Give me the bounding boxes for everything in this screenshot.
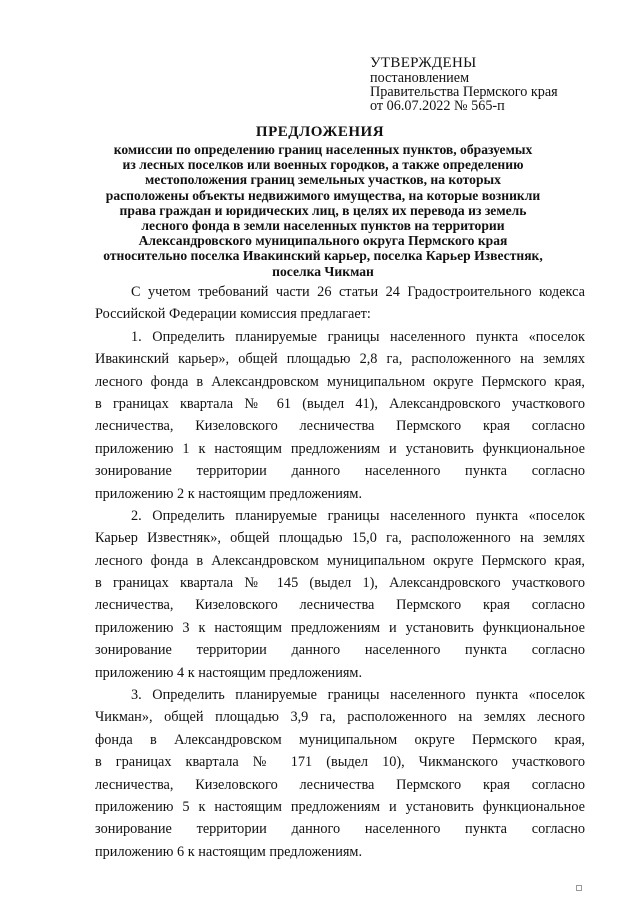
subtitle-line: права граждан и юридических лиц, в целях их перевода из земель [119,202,527,218]
body-line: приложению 4 к настоящим предложениям. [95,664,363,681]
body-line: приложению 5 к настоящим предложениям и установить функциональное [95,798,585,815]
body-line: фонда в Александровском муниципальном округе Пермского края, [95,731,585,748]
body-line: лесничества, Кизеловского лесничества Пермского края согласно [95,597,585,614]
subtitle-line: местоположения границ земельных участков, на которых [145,172,501,188]
document-subtitle [80,142,566,279]
approval-line-3: от 06.07.2022 № 565-п [370,98,505,114]
approval-line-2: Правительства Пермского края [370,84,558,100]
body-line: приложению 3 к настоящим предложениям и установить функциональное [95,619,585,636]
body-line: приложению 2 к настоящим предложениям. [95,485,363,502]
approval-title: УТВЕРЖДЕНЫ [370,55,477,71]
scan-mark [576,885,582,891]
body-line: 3. Определить планируемые границы населенного пункта «поселок [131,687,585,704]
body-line: лесного фонда в Александровском муниципальном округе Пермского края, [95,552,585,569]
body-line: лесничества, Кизеловского лесничества Пермского края согласно [95,418,585,435]
body-line: в границах квартала № 145 (выдел 1), Александровского участкового [95,575,585,592]
body-line: лесного фонда в Александровском муниципальном округе Пермского края, [95,373,585,390]
body-line: Чикман», общей площадью 3,9 га, расположенного на землях лесного [95,709,585,726]
subtitle-line: из лесных поселков или военных городков, а также определению [122,157,524,173]
body-line: лесничества, Кизеловского лесничества Пермского края согласно [95,776,585,793]
subtitle-line: комиссии по определению границ населенных пунктов, образуемых [113,142,533,157]
body-line: Российской Федерации комиссия предлагает: [95,306,371,323]
subtitle-line: поселка Чикман [272,263,374,279]
subtitle-line: лесного фонда в земли населенных пунктов на территории [141,218,505,234]
body-line: зонирование территории данного населенного пункта согласно [95,463,585,480]
approval-block [370,55,558,113]
document-title: ПРЕДЛОЖЕНИЯ [255,124,385,140]
body-line: Карьер Известняк», общей площадью 15,0 га, расположенного на землях [95,530,585,547]
body-line: в границах квартала № 61 (выдел 41), Александровского участкового [95,395,585,412]
body-line: приложению 6 к настоящим предложениям. [95,843,363,860]
body-line: зонирование территории данного населенного пункта согласно [95,642,585,659]
body-line: приложению 1 к настоящим предложениям и установить функциональное [95,440,585,457]
subtitle-line: Александровского муниципального округа Пермского края [138,233,508,249]
body-line: зонирование территории данного населенного пункта согласно [95,821,585,838]
body-line: 2. Определить планируемые границы населенного пункта «поселок [131,507,585,524]
body-line: в границах квартала № 171 (выдел 10), Чикманского участкового [95,754,585,771]
body-line: Ивакинский карьер», общей площадью 2,8 га, расположенного на землях [95,351,585,368]
body-line: 1. Определить планируемые границы населенного пункта «поселок [131,328,585,345]
subtitle-line: расположены объекты недвижимого имущества, на которые возникли [105,187,541,203]
approval-line-1: постановлением [370,70,470,86]
subtitle-line: относительно поселка Ивакинский карьер, поселка Карьер Известняк, [103,248,543,264]
body-line: С учетом требований части 26 статьи 24 Градостроительного кодекса [131,284,585,300]
document-body [95,281,585,863]
